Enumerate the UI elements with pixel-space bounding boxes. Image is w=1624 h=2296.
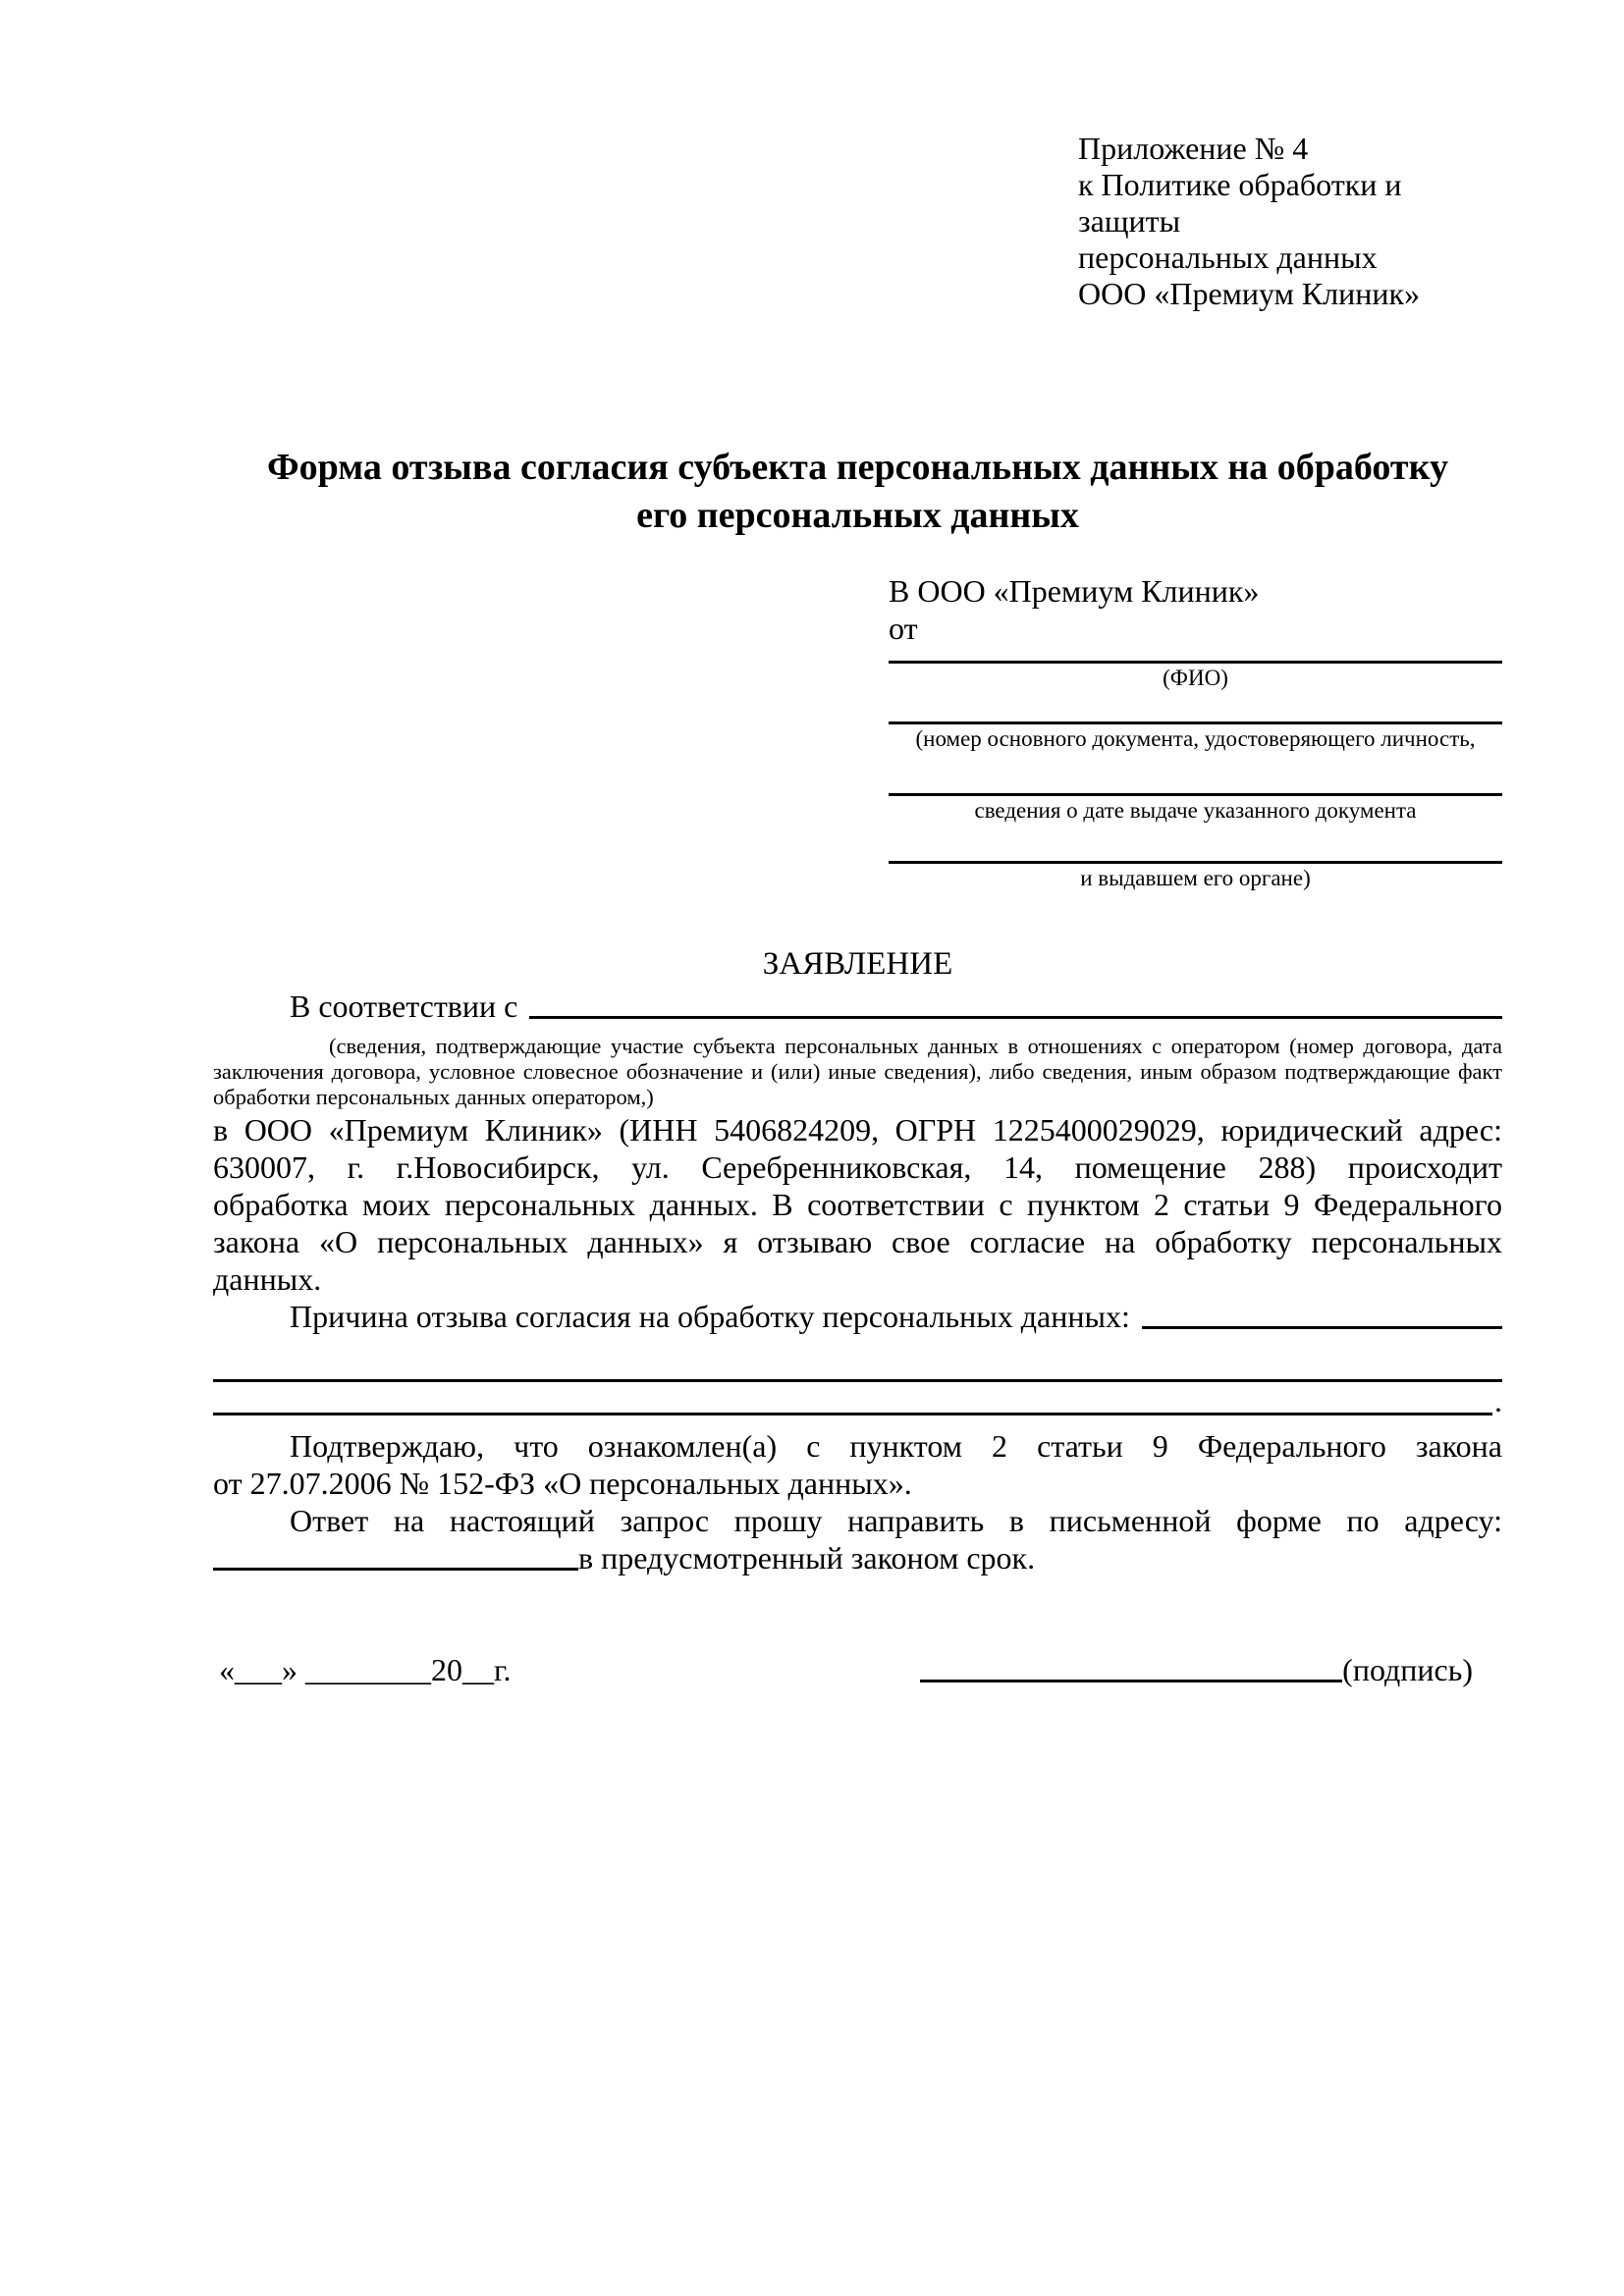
reason-input-line[interactable] (1142, 1326, 1502, 1329)
confirmation-line: от 27.07.2006 № 152-ФЗ «О персональных данных». (213, 1466, 912, 1501)
statement-body-line: данных. (213, 1261, 322, 1297)
addressee-block (889, 572, 1502, 891)
statement-body-line: в ООО «Премиум Клиник» (ИНН 5406824209, ОГРН 1225400029029, юридический адрес: (213, 1112, 1502, 1148)
document-title-line: его персональных данных (636, 495, 1079, 536)
basis-input-line[interactable] (529, 1016, 1502, 1019)
document-number-caption: (номер основного документа, удостоверяющего личность, (915, 726, 1476, 751)
reason-end-period: . (1494, 1383, 1502, 1418)
signature-caption: (подпись) (1342, 1652, 1473, 1687)
issuing-authority-caption: и выдавшем его органе) (1080, 866, 1311, 890)
statement-body (213, 1111, 1502, 1298)
reason-label: Причина отзыва согласия на обработку персональных данных: (290, 1299, 1130, 1334)
document-title-line: Форма отзыва согласия субъекта персональных данных на обработку (267, 447, 1448, 488)
basis-prefix: В соответствии с (290, 988, 518, 1024)
basis-footnote-line: обработки персональных данных оператором,) (213, 1085, 654, 1109)
date-signature-row (213, 1651, 1502, 1688)
reason-input-line-2[interactable] (213, 1335, 1502, 1382)
addressee-from-label: от (889, 611, 918, 646)
annex-header-line: персональных данных (1078, 240, 1378, 275)
reply-suffix: в предусмотренный законом срок. (578, 1540, 1036, 1575)
confirmation-paragraph (213, 1427, 1502, 1502)
reason-input-line-3-row (213, 1382, 1502, 1418)
annex-header (1078, 131, 1502, 312)
reply-request: Ответ на настоящий запрос прошу направить в письменной форме по адресу: (290, 1503, 1502, 1538)
statement-body-line: обработка моих персональных данных. В соответствии с пунктом 2 статьи 9 Федерального (213, 1187, 1502, 1222)
statement-body-line: закона «О персональных данных» я отзываю свое согласие на обработку персональных (213, 1224, 1502, 1259)
issue-date-caption: сведения о дате выдаче указанного документа (974, 798, 1417, 823)
basis-row (213, 988, 1502, 1025)
fio-caption: (ФИО) (1163, 666, 1228, 690)
signature-input-line[interactable] (920, 1680, 1342, 1682)
signature-block (920, 1651, 1473, 1688)
confirmation-line: Подтверждаю, что ознакомлен(а) с пунктом 2 статьи 9 Федерального закона (290, 1428, 1502, 1464)
document-number-field (889, 721, 1502, 752)
basis-footnote (213, 1034, 1502, 1110)
reply-address-row (213, 1539, 1502, 1576)
statement-body-line: 630007, г. г.Новосибирск, ул. Серебренниковская, 14, помещение 288) происходит (213, 1149, 1502, 1185)
basis-footnote-line: (сведения, подтверждающие участие субъекта персональных данных в отношениях с оператором (номер договора, дата (329, 1034, 1502, 1058)
address-input-line[interactable] (213, 1568, 578, 1571)
annex-header-line: к Политике обработки и защиты (1078, 167, 1402, 239)
basis-footnote-line: заключения договора, условное словесное обозначение и (или) иные сведения), либо сведения, иным образом подтверждающие факт (213, 1059, 1502, 1084)
annex-header-line: ООО «Премиум Клиник» (1078, 276, 1421, 311)
date-blank[interactable]: «___» ________20__г. (219, 1652, 512, 1687)
issuing-authority-field (889, 861, 1502, 891)
reason-input-line-3[interactable] (213, 1413, 1492, 1415)
addressee-to: В ООО «Премиум Клиник» (889, 573, 1260, 609)
statement-heading: ЗАЯВЛЕНИЕ (762, 946, 953, 982)
reason-row (213, 1298, 1502, 1335)
annex-header-line: Приложение № 4 (1078, 131, 1309, 166)
fio-field (889, 661, 1502, 691)
issue-date-field (889, 793, 1502, 824)
document-title (213, 444, 1502, 540)
